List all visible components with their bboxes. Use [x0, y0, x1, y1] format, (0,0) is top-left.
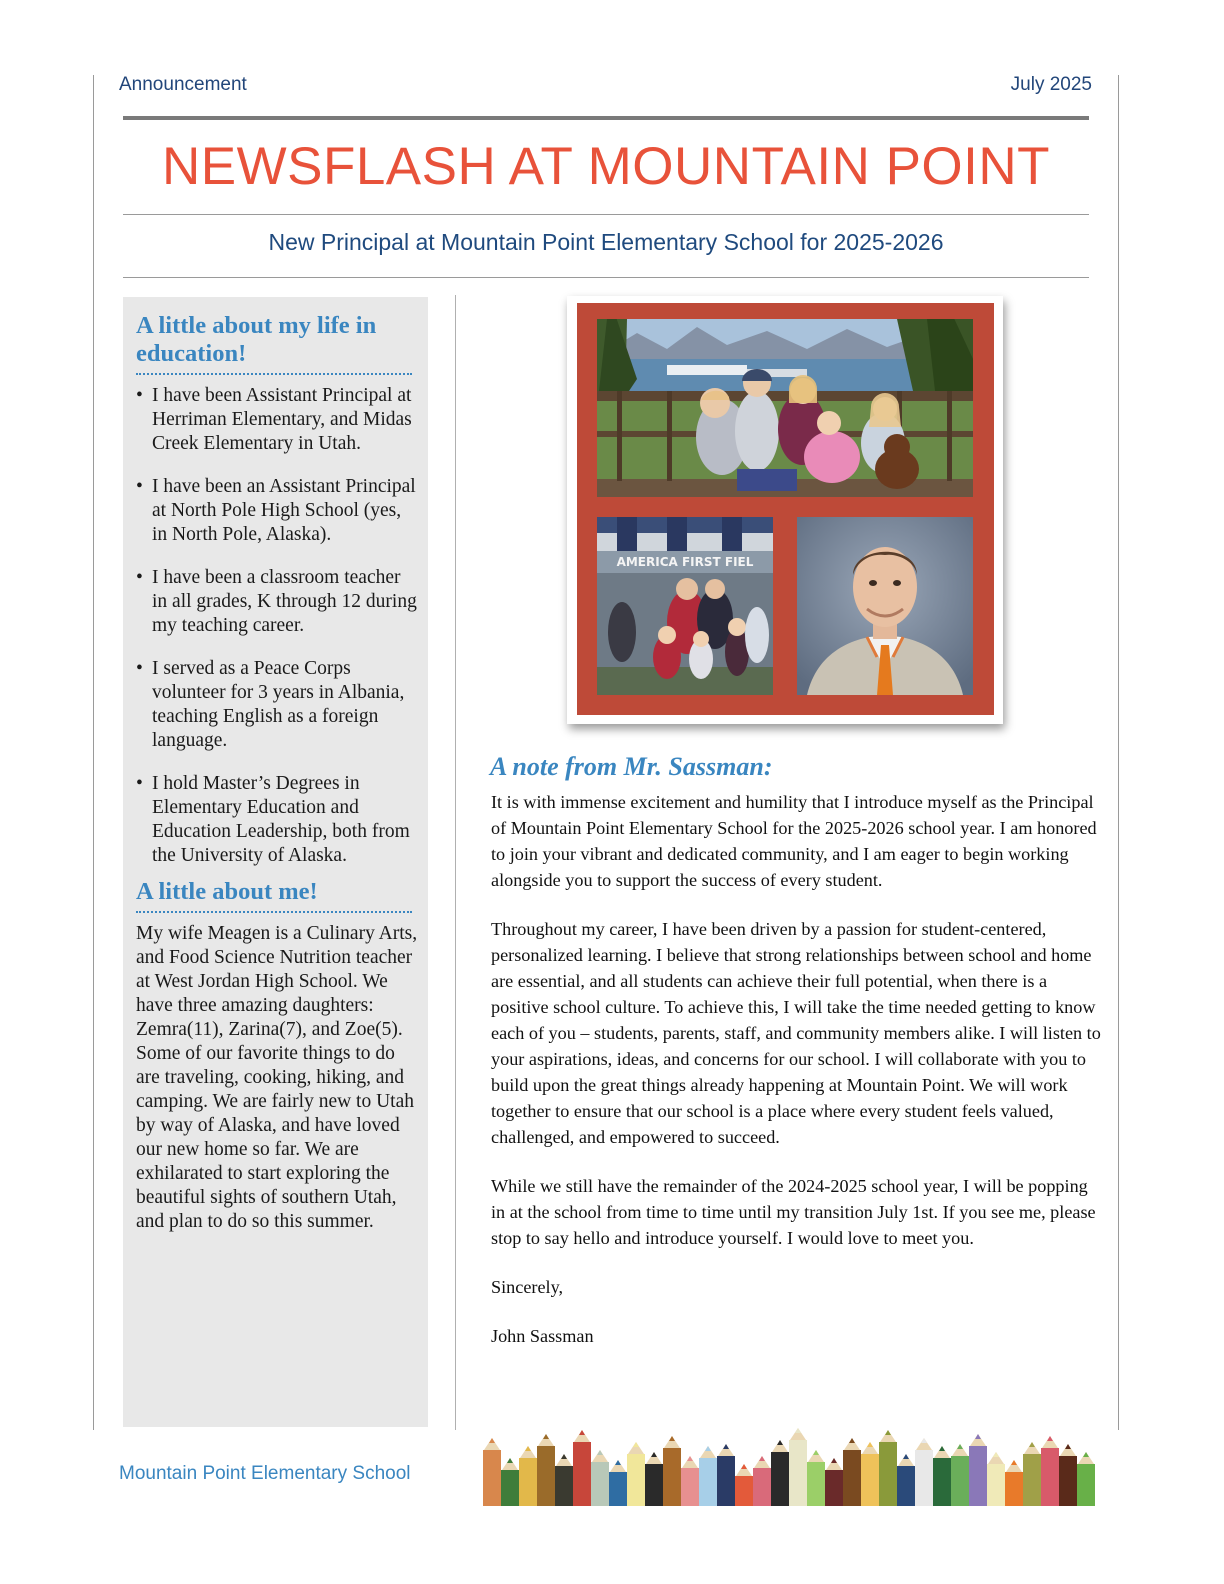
pencil-icon	[879, 1430, 897, 1506]
pencil-icon	[969, 1434, 987, 1506]
pencil-icon	[699, 1446, 717, 1506]
letter-signature: John Sassman	[491, 1326, 594, 1346]
pencil-icon	[501, 1458, 519, 1506]
pencil-icon	[591, 1450, 609, 1506]
photo-collage	[567, 296, 1003, 724]
title-divider	[123, 214, 1089, 215]
letter-paragraph: It is with immense excitement and humility that I introduce myself as the Principal of Mountain Point Elementary School for the 2025-2026 school year. I am honored to join your vibrant and dedicated community, and I am eager to begin working alongside you to support the success of every student.	[491, 792, 1097, 890]
education-list	[136, 384, 418, 868]
family-photo	[597, 319, 973, 497]
pencil-icon	[771, 1440, 789, 1506]
header-label: Announcement	[119, 74, 247, 95]
pencil-icon	[915, 1438, 933, 1506]
pencil-icon	[789, 1428, 807, 1506]
pencil-icon	[897, 1454, 915, 1506]
list-item: • I have been Assistant Principal at Herriman Elementary, and Midas Creek Elementary in Utah.	[136, 384, 418, 456]
pencil-icon	[735, 1464, 753, 1506]
list-item: • I served as a Peace Corps volunteer for 3 years in Albania, teaching English as a foreign language.	[136, 657, 418, 753]
page-right-border	[1118, 75, 1119, 1430]
about-me-heading: A little about me!	[136, 878, 318, 905]
header-date: July 2025	[1010, 74, 1092, 95]
pencil-icon	[861, 1442, 879, 1506]
pencil-icon	[663, 1436, 681, 1506]
pencil-icon	[681, 1456, 699, 1506]
pencil-icon	[573, 1430, 591, 1506]
page-left-border	[93, 75, 94, 1430]
pencil-icon	[843, 1438, 861, 1506]
dotted-divider	[136, 911, 412, 913]
pencil-icon	[609, 1460, 627, 1506]
sidebar	[123, 297, 428, 1427]
column-divider	[455, 295, 456, 1430]
newsletter-subtitle: New Principal at Mountain Point Elementary School for 2025-2026	[268, 229, 944, 255]
pencil-icon	[1005, 1460, 1023, 1506]
list-item: • I have been a classroom teacher in all grades, K through 12 during my teaching career.	[136, 566, 418, 638]
letter-heading: A note from Mr. Sassman:	[490, 752, 773, 781]
list-item: • I have been an Assistant Principal at North Pole High School (yes, in North Pole, Alaska).	[136, 475, 418, 547]
about-me-text: My wife Meagen is a Culinary Arts, and Food Science Nutrition teacher at West Jordan High School. We have three amazing daughters: Zemra(11), Zarina(7), and Zoe(5). Some of our favorite things to do are traveling, cooking, hiking, and camping. We are fairly new to Utah by way of Alaska, and have loved our new home so far. We are exhilarated to start exploring the beautiful sights of southern Utah, and plan to do so this summer.	[136, 923, 418, 1232]
footer-school-name: Mountain Point Elementary School	[119, 1463, 411, 1484]
dotted-divider	[136, 373, 412, 375]
photo-frame	[577, 303, 994, 715]
pencil-icon	[951, 1444, 969, 1506]
education-heading: A little about my life in education!	[136, 312, 377, 367]
newsletter-title: NEWSFLASH AT MOUNTAIN POINT	[161, 137, 1051, 196]
letter-paragraph: Throughout my career, I have been driven by a passion for student-centered, personalized learning. I believe that strong relationships between school and home are essential, and all students can achieve their full potential, when there is a positive school culture. To achieve this, I will take the time needed getting to know each of you – students, parents, staff, and community members alike. I will listen to your aspirations, ideas, and concerns for our school. I will collaborate with you to build upon the great things already happening at Mountain Point. We will work together to ensure that our school is a place where every student feels valued, challenged, and empowered to succeed.	[491, 919, 1101, 1147]
colored-pencils-decoration	[483, 1428, 1095, 1506]
pencil-icon	[1077, 1452, 1095, 1506]
pencil-icon	[1041, 1436, 1059, 1506]
pencil-icon	[519, 1446, 537, 1506]
pencil-icon	[483, 1438, 501, 1506]
pencil-icon	[1059, 1444, 1077, 1506]
pencil-icon	[987, 1452, 1005, 1506]
stadium-photo	[597, 517, 773, 695]
letter-paragraph: While we still have the remainder of the 2024-2025 school year, I will be popping in at the school from time to time until my transition July 1st. If you see me, please stop to say hello and introduce yourself. I would love to meet you.	[491, 1176, 1096, 1248]
pencil-icon	[825, 1458, 843, 1506]
pencil-icon	[627, 1442, 645, 1506]
list-item: • I hold Master’s Degrees in Elementary Education and Education Leadership, both from the University of Alaska.	[136, 772, 418, 868]
pencil-icon	[555, 1454, 573, 1506]
pencil-icon	[717, 1444, 735, 1506]
pencil-icon	[753, 1456, 771, 1506]
top-divider	[123, 116, 1089, 120]
stadium-sign: AMERICA FIRST FIEL	[616, 555, 754, 569]
pencil-icon	[1023, 1442, 1041, 1506]
subtitle-divider	[123, 277, 1089, 278]
pencil-icon	[537, 1434, 555, 1506]
pencil-icon	[807, 1450, 825, 1506]
portrait-photo	[797, 517, 973, 695]
letter-body	[491, 789, 1101, 1349]
pencil-icon	[933, 1446, 951, 1506]
letter-closing: Sincerely,	[491, 1277, 564, 1297]
pencil-icon	[645, 1452, 663, 1506]
